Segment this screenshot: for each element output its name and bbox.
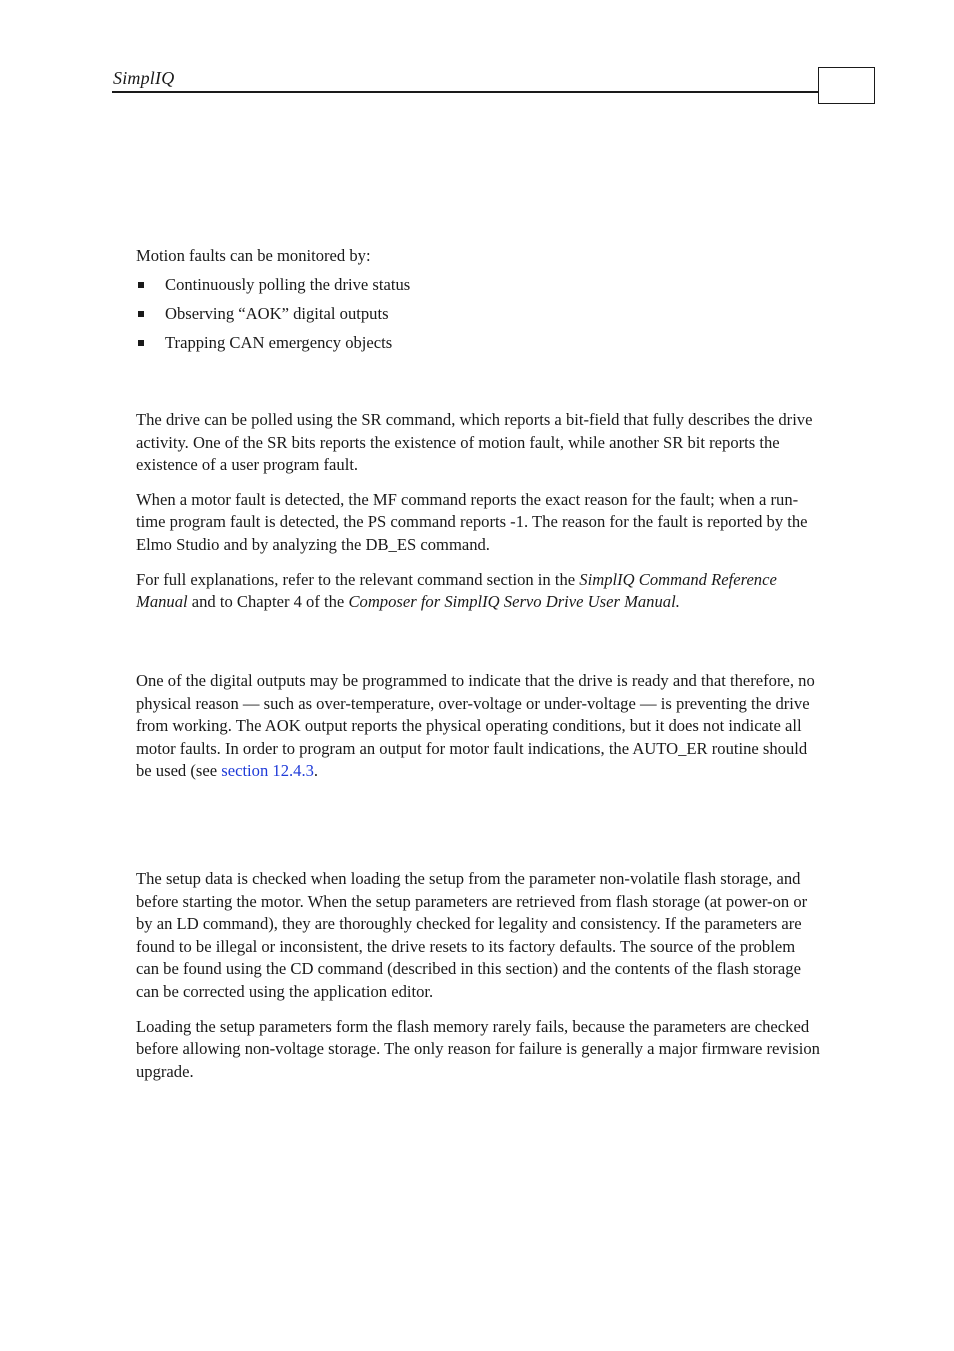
reference-manual-title: SimplIQ Command Reference Manual xyxy=(136,569,777,612)
square-bullet-icon xyxy=(138,311,144,317)
polling-section xyxy=(136,409,820,614)
polling-paragraph-1: The drive can be polled using the SR command, which reports a bit-field that fully describes the drive activity. One of the SR bits reports the existence of motion fault, while another SR bit reports the existence of a user program fault. xyxy=(136,410,813,475)
page-number-box xyxy=(818,67,875,104)
aok-paragraph xyxy=(136,670,820,783)
polling-p3-text-a: For full explanations, refer to the relevant command section in the xyxy=(136,569,580,589)
user-manual-title: Composer for SimplIQ Servo Drive User Manual xyxy=(348,592,676,612)
setup-paragraph-1: The setup data is checked when loading the setup from the parameter non-volatile flash storage, and before starting the motor. When the setup parameters are retrieved from flash storage (at power-on or by an LD command), they are thoroughly checked for legality and consistency. If the parameters are found to be illegal or inconsistent, the drive resets to its factory defaults. The source of the problem can be found using the CD command (described in this section) and the contents of the flash storage can be corrected using the application editor. xyxy=(136,869,808,1001)
intro-block xyxy=(136,245,820,361)
header-title: SimplIQ xyxy=(113,68,175,88)
polling-paragraph-3 xyxy=(136,569,820,614)
setup-section xyxy=(136,868,820,1083)
square-bullet-icon xyxy=(138,282,144,288)
aok-section xyxy=(136,670,820,783)
polling-p3-text-b: and to Chapter 4 of the xyxy=(187,592,349,612)
intro-text: Motion faults can be monitored by: xyxy=(136,246,371,265)
section-link[interactable]: section 12.4.3 xyxy=(221,761,314,781)
polling-paragraph-2: When a motor fault is detected, the MF command reports the exact reason for the fault; when a run-time program fault is detected, the PS command reports -1. The reason for the fault is reported by the Elmo Studio and by analyzing the DB_ES command. xyxy=(136,489,808,554)
list-item-text: Observing “AOK” digital outputs xyxy=(165,303,389,323)
header-rule xyxy=(112,91,819,93)
aok-text: One of the digital outputs may be programmed to indicate that the drive is ready and that therefore, no physical reason — such as over-temperature, over-voltage or under-voltage — is preventing the drive from working. The AOK output reports the physical operating conditions, but it does not indicate all motor faults. In order to program an output for motor fault indications, the AUTO_ER routine should be used (see xyxy=(136,671,815,781)
square-bullet-icon xyxy=(138,340,144,346)
list-item-text: Continuously polling the drive status xyxy=(165,274,411,294)
list-item xyxy=(136,332,820,361)
list-item xyxy=(136,274,820,303)
list-item xyxy=(136,303,820,332)
monitoring-list xyxy=(136,274,820,361)
list-item-text: Trapping CAN emergency objects xyxy=(165,332,393,352)
aok-text-end: . xyxy=(313,761,319,781)
setup-paragraph-2: Loading the setup parameters form the flash memory rarely fails, because the parameters are checked before allowing non-voltage storage. The only reason for failure is generally a major firmware revision upgrade. xyxy=(136,1016,820,1081)
polling-p3-text-c: . xyxy=(675,592,680,612)
